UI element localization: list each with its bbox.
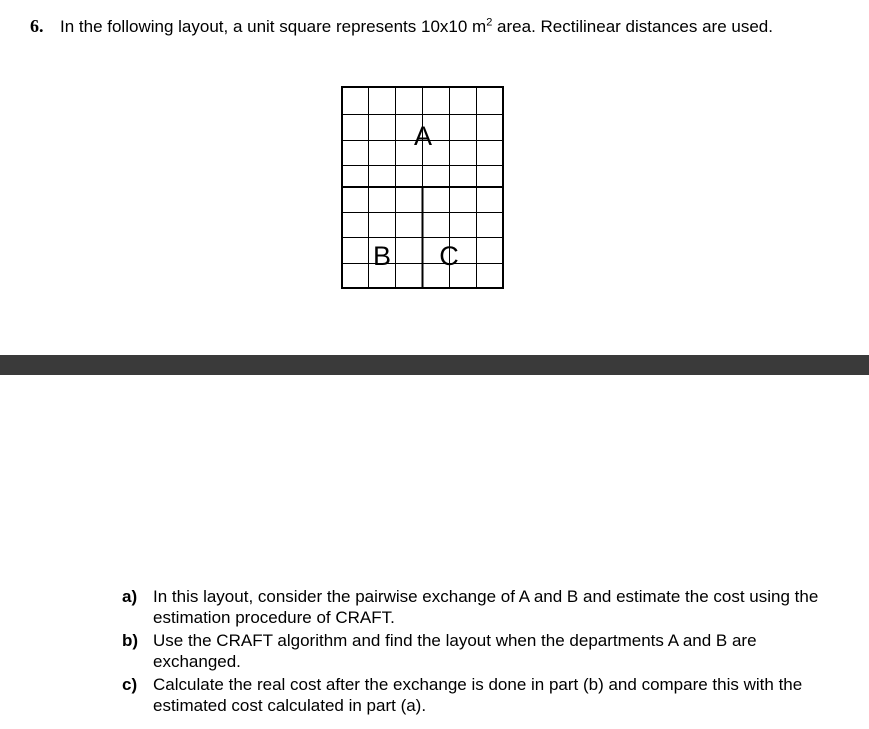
question-text bbox=[60, 16, 830, 38]
department-label-c: C bbox=[439, 241, 459, 271]
part-a-text: In this layout, consider the pairwise exchange of A and B and estimate the cost using the estimation procedure of CRAFT. bbox=[153, 587, 819, 627]
question-part-b bbox=[122, 630, 822, 672]
superscript-2: 2 bbox=[486, 16, 493, 29]
facility-layout-grid bbox=[340, 85, 505, 290]
question-number: 6. bbox=[30, 16, 44, 36]
layout-svg bbox=[340, 85, 505, 290]
department-label-b: B bbox=[372, 241, 392, 271]
part-a-letter: a) bbox=[122, 587, 138, 606]
part-c-text: Calculate the real cost after the exchange is done in part (b) and compare this with the estimated cost calculated in part (a). bbox=[153, 675, 803, 715]
department-label-a: A bbox=[413, 121, 433, 151]
question-part-a bbox=[122, 586, 822, 628]
part-b-letter: b) bbox=[122, 631, 139, 650]
part-b-text: Use the CRAFT algorithm and find the layout when the departments A and B are exchanged. bbox=[153, 631, 757, 671]
question-part-c bbox=[122, 674, 822, 716]
question-text-part-2: area. Rectilinear distances are used. bbox=[492, 17, 773, 36]
question-parts-list bbox=[122, 586, 822, 718]
part-c-letter: c) bbox=[122, 675, 138, 694]
question-text-part-1: In the following layout, a unit square represents 10x10 m bbox=[60, 17, 487, 36]
section-divider-bar bbox=[0, 355, 869, 375]
